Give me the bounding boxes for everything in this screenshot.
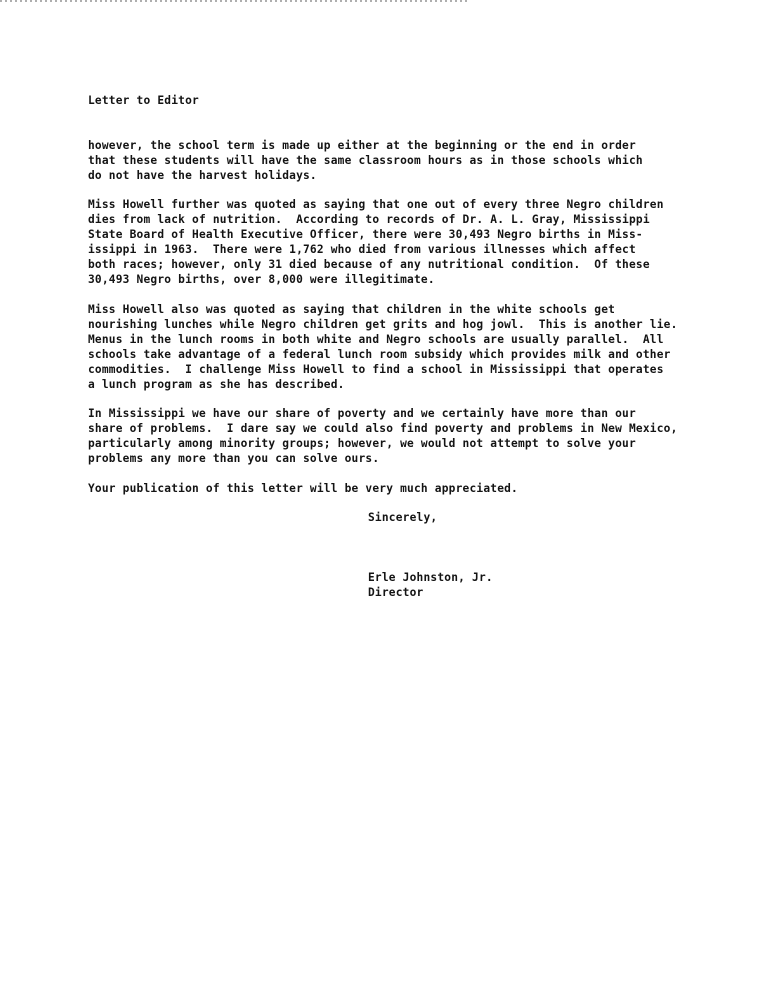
text-line: issippi in 1963. There were 1,762 who died from various illnesses which affect [88,243,636,256]
text-line: Menus in the lunch rooms in both white and Negro schools are usually parallel. All [88,333,664,346]
text-line: In Mississippi we have our share of poverty and we certainly have more than our [88,407,636,420]
letter-heading: Letter to Editor [88,94,199,107]
text-line: nourishing lunches while Negro children get grits and hog jowl. This is another lie. [88,318,678,331]
text-line: share of problems. I dare say we could also find poverty and problems in New Mexico, [88,422,678,435]
text-line: problems any more than you can solve ours. [88,452,380,465]
text-line: Miss Howell further was quoted as saying that one out of every three Negro children [88,198,664,211]
text-line: schools take advantage of a federal lunch room subsidy which provides milk and other [88,348,671,361]
text-line: a lunch program as she has described. [88,378,345,391]
text-line: however, the school term is made up either at the beginning or the end in order [88,139,636,152]
signer-name: Erle Johnston, Jr. [368,571,493,584]
signer-title: Director [368,586,424,599]
text-line: Your publication of this letter will be very much appreciated. [88,482,518,495]
signature-block [368,570,493,600]
paragraph-4 [88,406,678,466]
paragraph-3 [88,302,678,392]
text-line: that these students will have the same classroom hours as in those schools which [88,154,643,167]
text-line: dies from lack of nutrition. According to records of Dr. A. L. Gray, Mississippi [88,213,650,226]
text-line: 30,493 Negro births, over 8,000 were illegitimate. [88,273,435,286]
closing-salutation: Sincerely, [368,511,438,524]
text-line: commodities. I challenge Miss Howell to find a school in Mississippi that operates [88,363,664,376]
text-line: State Board of Health Executive Officer, there were 30,493 Negro births in Miss- [88,228,643,241]
text-line: Miss Howell also was quoted as saying that children in the white schools get [88,303,616,316]
paragraph-1 [88,138,643,183]
text-line: do not have the harvest holidays. [88,169,317,182]
text-line: particularly among minority groups; however, we would not attempt to solve your [88,437,636,450]
paragraph-2 [88,197,664,287]
scan-edge-dots [0,0,470,2]
text-line: both races; however, only 31 died because of any nutritional condition. Of these [88,258,650,271]
paragraph-5 [88,481,518,496]
